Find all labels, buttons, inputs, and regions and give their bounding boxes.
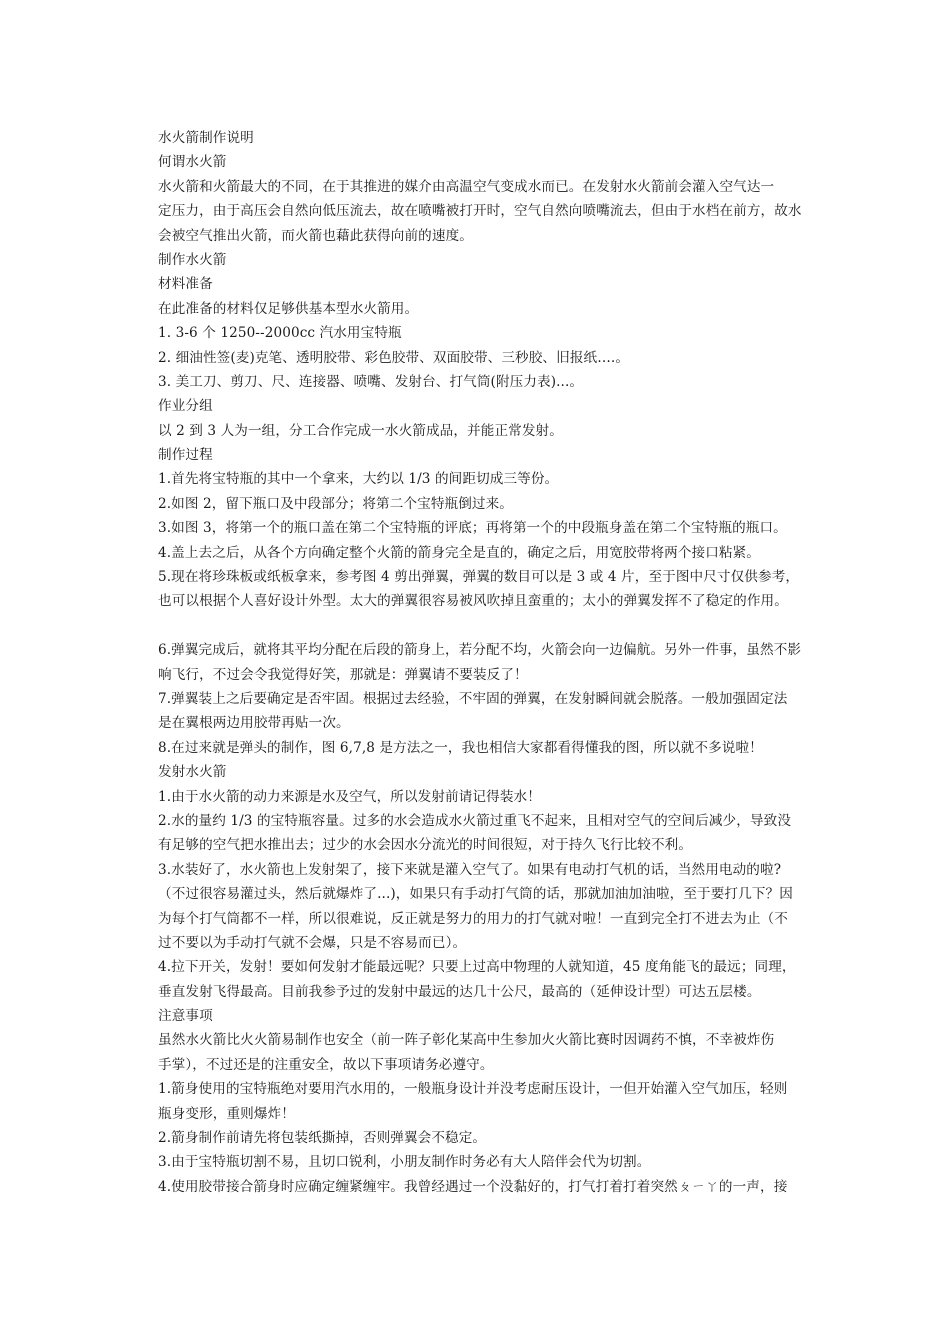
heading-make-water-rocket: 制作水火箭 [158,251,227,268]
notes-line: 虽然水火箭比火火箭易制作也安全（前一阵子彰化某高中生参加火火箭比赛时因调药不慎，不幸被炸伤 [158,1032,775,1049]
launch-step: 1.由于水火箭的动力来源是水及空气，所以发射前请记得装水！ [158,788,541,805]
launch-step: （不过很容易灌过头，然后就爆炸了...)，如果只有手动打气筒的话，那就加油加油啦，至于要打几下？因 [158,886,793,903]
heading-groups: 作业分组 [158,398,213,415]
heading-materials: 材料准备 [158,276,213,293]
process-step: 也可以根据个人喜好设计外型。太大的弹翼很容易被风吹掉且蛮重的；太小的弹翼发挥不了稳定的作用。 [158,593,788,610]
process-step: 1.首先将宝特瓶的其中一个拿来，大约以 1/3 的间距切成三等份。 [158,471,559,488]
materials-intro: 在此准备的材料仅足够供基本型水火箭用。 [158,300,419,317]
blank-line [158,614,808,638]
launch-step: 为每个打气筒都不一样，所以很难说，反正就是努力的用力的打气就对啦！一直到完全打不进去为止（不 [158,910,788,927]
document-page [158,126,808,1199]
heading-notes: 注意事项 [158,1008,213,1025]
process-step: 7.弹翼装上之后要确定是否牢固。根据过去经验，不牢固的弹翼，在发射瞬间就会脱落。一般加强固定法 [158,690,788,707]
notes-line: 瓶身变形，重则爆炸！ [158,1105,295,1122]
process-step: 3.如图 3，将第一个的瓶口盖在第二个宝特瓶的评底；再将第一个的中段瓶身盖在第二个宝特瓶的瓶口。 [158,520,787,537]
process-step: 2.如图 2，留下瓶口及中段部分；将第二个宝特瓶倒过来。 [158,495,513,512]
process-step: 8.在过来就是弹头的制作，图 6,7,8 是方法之一，我也相信大家都看得懂我的图，所以就不多说啦！ [158,739,763,756]
process-step: 5.现在将珍珠板或纸板拿来，参考图 4 剪出弹翼，弹翼的数目可以是 3 或 4 片，至于图中尺寸仅供参考， [158,569,800,586]
heading-launch: 发射水火箭 [158,764,227,781]
notes-line: 3.由于宝特瓶切割不易，且切口锐利，小朋友制作时务必有大人陪伴会代为切割。 [158,1154,651,1171]
notes-line: 2.箭身制作前请先将包装纸撕掉，否则弹翼会不稳定。 [158,1130,487,1147]
launch-step: 4.拉下开关，发射！要如何发射才能最远呢？只要上过高中物理的人就知道，45 度角能飞的最远；同理， [158,959,796,976]
groups-text: 以 2 到 3 人为一组，分工合作完成一水火箭成品，并能正常发射。 [158,422,563,439]
process-step: 4.盖上去之后，从各个方向确定整个火箭的箭身完全是直的，确定之后，用宽胶带将两个接口粘紧。 [158,544,760,561]
process-step: 是在翼根两边用胶带再贴一次。 [158,715,350,732]
notes-line: 1.箭身使用的宝特瓶绝对要用汽水用的，一般瓶身设计并没考虑耐压设计，一但开始灌入空气加压，轻则 [158,1081,788,1098]
intro-line: 水火箭和火箭最大的不同，在于其推进的媒介由高温空气变成水而已。在发射水火箭前会灌入空气达一 [158,178,775,195]
process-step: 响飞行，不过会令我觉得好笑，那就是：弹翼请不要装反了！ [158,666,528,683]
materials-item: 1. 3-6 个 1250--2000cc 汽水用宝特瓶 [158,325,402,342]
launch-step: 垂直发射飞得最高。目前我参予过的发射中最远的达几十公尺，最高的（延伸设计型）可达五层楼。 [158,983,761,1000]
materials-item: 3. 美工刀、剪刀、尺、连接器、喷嘴、发射台、打气筒(附压力表)...。 [158,373,584,390]
launch-step: 2.水的量约 1/3 的宝特瓶容量。过多的水会造成水火箭过重飞不起来，且相对空气的空间后减少，导致没 [158,812,792,829]
launch-step: 3.水装好了，水火箭也上发射架了，接下来就是灌入空气了。如果有电动打气机的话，当然用电动的啦? [158,861,782,878]
launch-step: 有足够的空气把水推出去；过少的水会因水分流光的时间很短，对于持久飞行比较不利。 [158,837,693,854]
launch-step: 过不要以为手动打气就不会爆，只是不容易而已）。 [158,934,467,951]
intro-line: 定压力，由于高压会自然向低压流去，故在喷嘴被打开时，空气自然向喷嘴流去，但由于水档在前方，故水 [158,203,802,220]
notes-line: 手掌），不过还是的注重安全，故以下事项请务必遵守。 [158,1056,494,1073]
notes-line: 4.使用胶带接合箭身时应确定缠紧缠牢。我曾经遇过一个没黏好的，打气打着打着突然ㄆㄧㄚ的一声，接 [158,1178,788,1195]
heading-what-is-water-rocket: 何谓水火箭 [158,154,227,171]
intro-line: 会被空气推出火箭，而火箭也藉此获得向前的速度。 [158,227,473,244]
document-title: 水火箭制作说明 [158,130,254,146]
heading-process: 制作过程 [158,447,213,464]
process-step: 6.弹翼完成后，就将其平均分配在后段的箭身上，若分配不均，火箭会向一边偏航。另外一件事，虽然不影 [158,642,802,659]
materials-item: 2. 细油性签(麦)克笔、透明胶带、彩色胶带、双面胶带、三秒胶、旧报纸….。 [158,349,630,366]
